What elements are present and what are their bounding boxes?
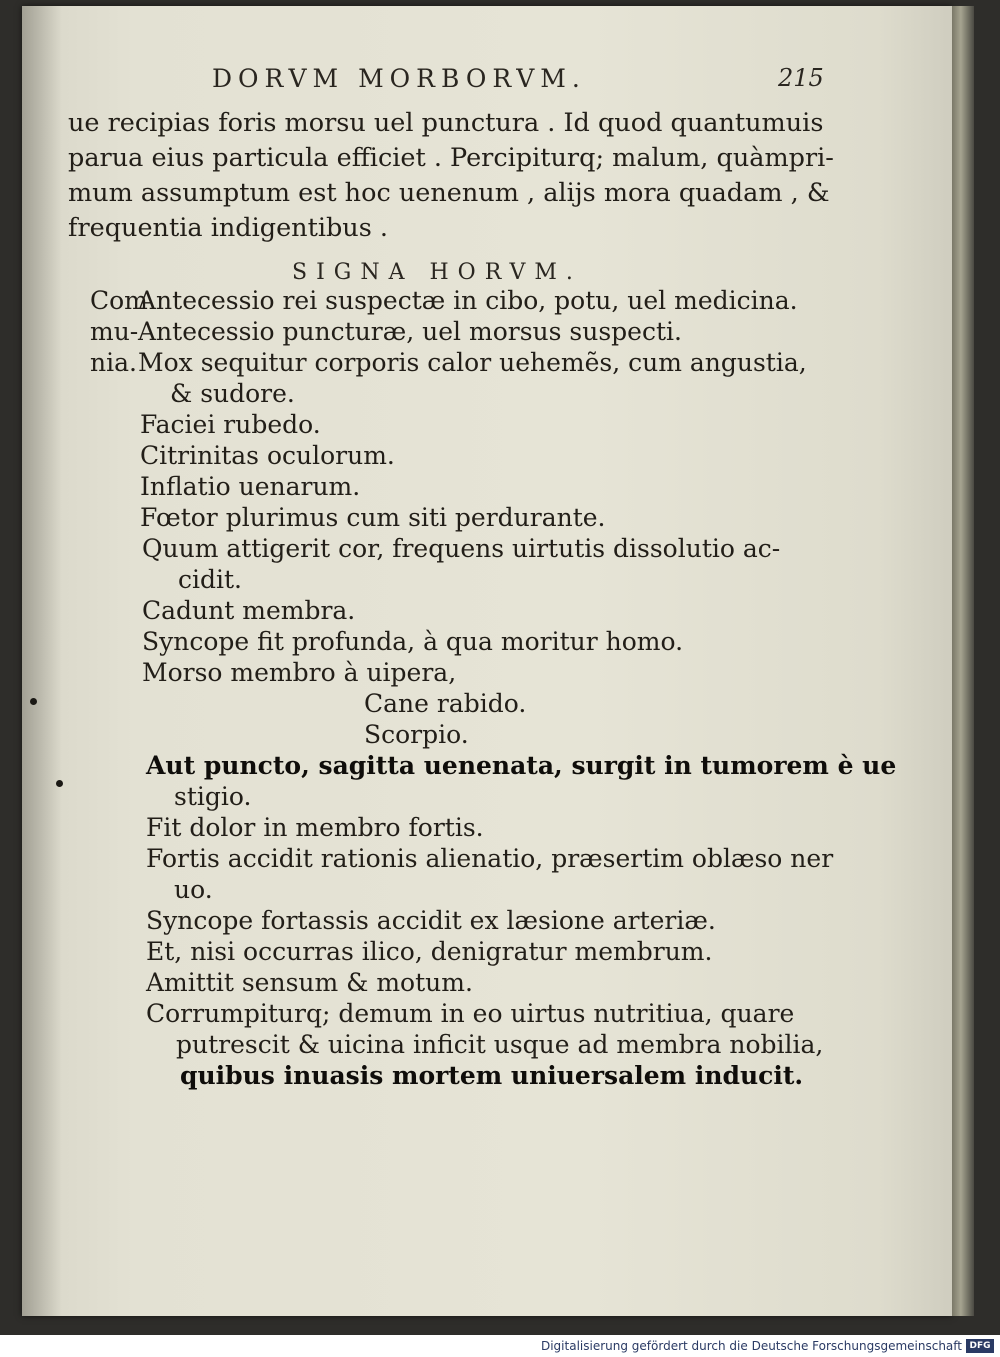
sign-line: Fœtor plurimus cum siti perdurante. <box>140 503 606 532</box>
sign-line: Cane rabido. <box>364 689 527 718</box>
sign-line: Cadunt membra. <box>142 596 356 625</box>
sign-line: Inflatio uenarum. <box>140 472 361 501</box>
sign-line: Aut puncto, sagitta uenenata, surgit in tumorem è ue <box>146 751 897 780</box>
sign-line: Morso membro à uipera, <box>142 658 457 687</box>
footer-credit: Digitalisierung gefördert durch die Deutsche Forschungsgemeinschaft <box>540 1339 962 1353</box>
intro-paragraph <box>68 106 848 246</box>
sign-line: Fit dolor in membro fortis. <box>146 813 484 842</box>
sign-line: putrescit & uicina inficit usque ad membra nobilia, <box>176 1030 824 1059</box>
sign-line: Fortis accidit rationis alienatio, præsertim oblæso ner <box>146 844 834 873</box>
running-head: DORVM MORBORVM. <box>212 64 586 93</box>
dfg-logo-icon: DFG <box>966 1339 994 1353</box>
sign-line: Mox sequitur corporis calor uehemẽs, cum angustia, <box>138 348 807 377</box>
side-label: Com <box>90 286 148 315</box>
sign-line: Faciei rubedo. <box>140 410 321 439</box>
sign-line: stigio. <box>174 782 252 811</box>
page-gutter-shadow <box>22 6 62 1316</box>
sign-line: Quum attigerit cor, frequens uirtutis dissolutio ac- <box>142 534 781 563</box>
intro-line: mum assumptum est hoc uenenum , alijs mora quadam , & <box>68 178 830 208</box>
ink-spot <box>56 780 63 787</box>
intro-line: parua eius particula efficiet . Percipiturq; malum, quàmpri- <box>68 143 834 173</box>
page-number: 215 <box>778 64 824 92</box>
side-label: mu- <box>90 317 139 346</box>
sign-line: quibus inuasis mortem uniuersalem inducit. <box>180 1061 804 1090</box>
sign-line: Et, nisi occurras ilico, denigratur membrum. <box>146 937 713 966</box>
sign-line: Citrinitas oculorum. <box>140 441 395 470</box>
sign-line: Scorpio. <box>364 720 469 749</box>
sign-line: Antecessio puncturæ, uel morsus suspecti. <box>138 317 682 346</box>
ink-spot <box>30 698 37 705</box>
book-page <box>22 6 952 1316</box>
intro-line: frequentia indigentibus . <box>68 213 389 243</box>
intro-line: ue recipias foris morsu uel punctura . Id quod quantumuis <box>68 108 824 138</box>
sign-line: Antecessio rei suspectæ in cibo, potu, uel medicina. <box>138 286 798 315</box>
sign-line: Syncope fortassis accidit ex læsione arteriæ. <box>146 906 716 935</box>
digitization-footer <box>0 1335 1000 1357</box>
sign-line: cidit. <box>178 565 242 594</box>
sign-line: uo. <box>174 875 213 904</box>
sign-line: Syncope fit profunda, à qua moritur homo. <box>142 627 684 656</box>
sign-line: Corrumpiturq; demum in eo uirtus nutritiua, quare <box>146 999 795 1028</box>
sign-line: & sudore. <box>170 379 295 408</box>
side-label: nia. <box>90 348 137 377</box>
section-title: SIGNA HORVM. <box>292 260 582 285</box>
sign-line: Amittit sensum & motum. <box>146 968 473 997</box>
page-edge <box>952 6 974 1316</box>
